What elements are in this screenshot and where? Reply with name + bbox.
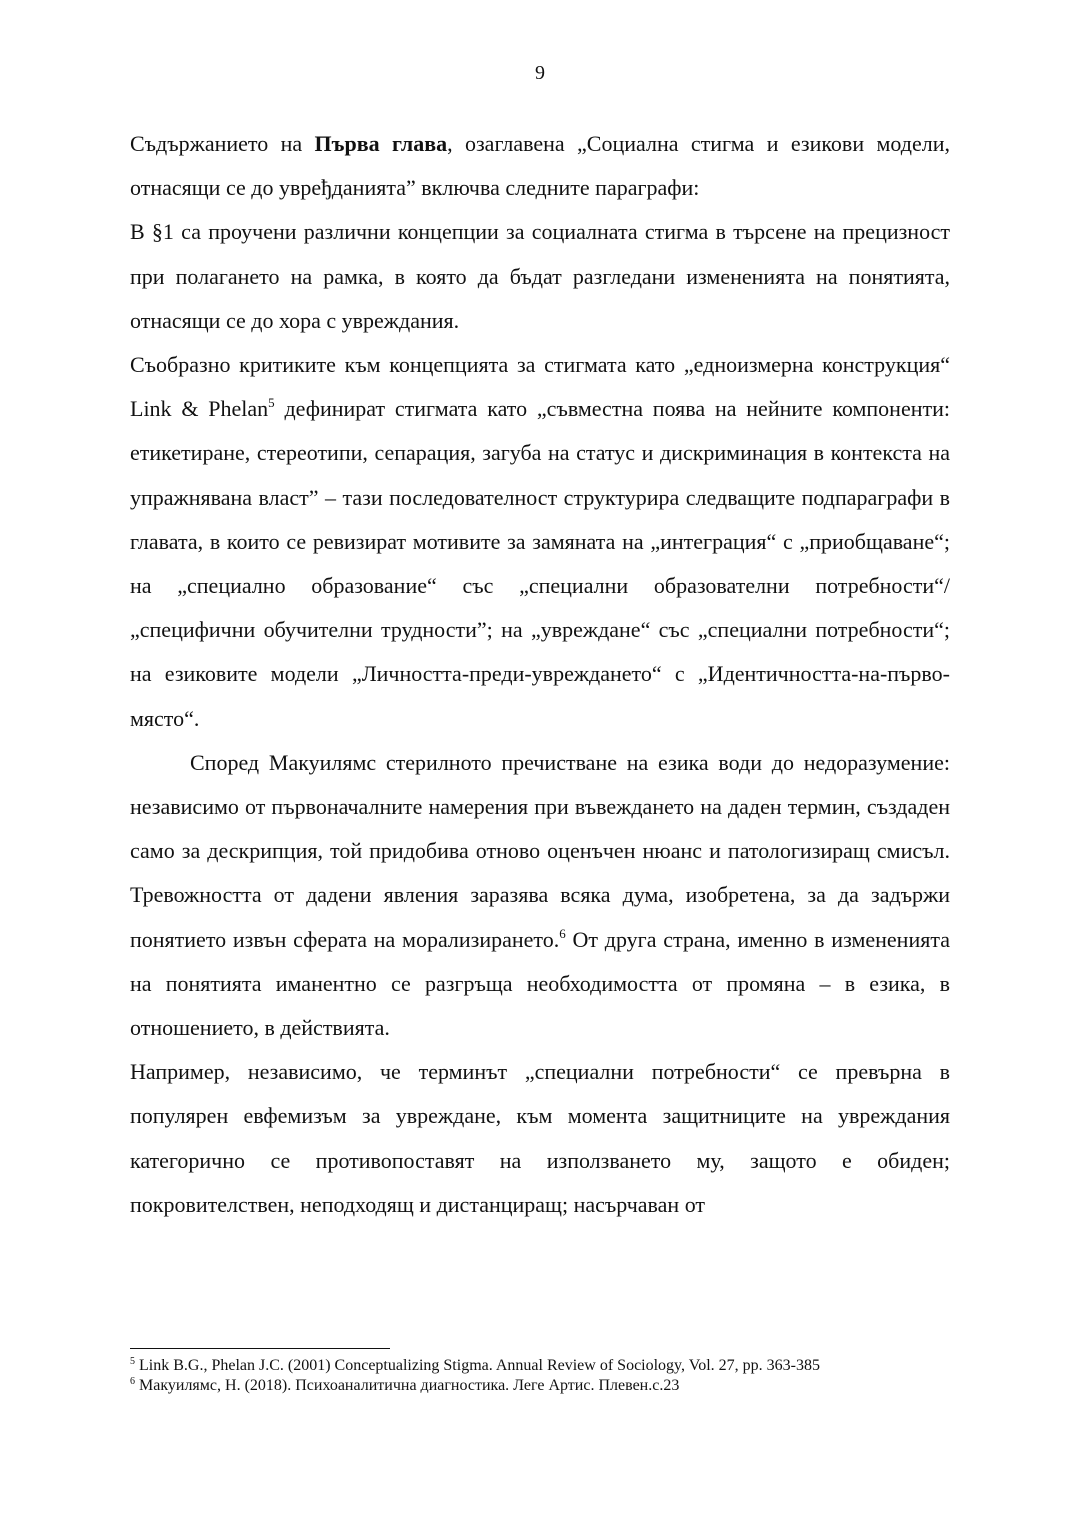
footnote-6 xyxy=(130,1376,950,1396)
paragraph-section-1: В §1 са проучени различни концепции за социалната стигма в търсене на прецизност при полагането на рамка, в която да бъдат разгледани измененията на понятията, отнасящи се до хора с увреждания. xyxy=(130,219,950,333)
footnote-5 xyxy=(130,1356,950,1376)
paragraph-text: От друга страна, именно в измененията на понятията иманентно се разгръща необходимостта от промяна – в езика, в отношението, в действията. xyxy=(130,926,950,1041)
page-number: 9 xyxy=(535,62,545,84)
footnote-ref-6[interactable]: 6 xyxy=(559,925,566,941)
footnotes xyxy=(130,1356,950,1396)
footnote-number: 5 xyxy=(130,1356,135,1367)
paragraph-critique xyxy=(130,343,950,741)
footnote-divider xyxy=(130,1348,390,1349)
footnote-text: Макуилямс, Н. (2018). Психоаналитична диагностика. Леге Артис. Плевен.с.23 xyxy=(135,1377,680,1394)
paragraph-text: , озаглавена „Социална стигма и езикови модели, отнасящи се до увређданията” включва следните параграфи: xyxy=(130,131,950,201)
body-text xyxy=(130,122,950,1227)
footnote-ref-5[interactable]: 5 xyxy=(268,395,275,411)
paragraph-text: дефинират стигмата като „съвместна поява на нейните компоненти: етикетиране, стереотипи, сепарация, загуба на статус и дискриминация в контекста на упражнявана власт” – тази последователност структурира следващите подпараграфи в главата, в които се ревизират мотивите за замяната на „интеграция“ с „приобщаване“; на „специално образование“ със „специални образователни потребности“/ „специфични обучителни трудности”; на „увреждане“ със „специални потребности“; на езиковите модели „Личността-преди-увреждането“ с „Идентичността-на-първо-място“. xyxy=(130,396,950,731)
paragraph-text: Съобразно критиките към концепцията за стигмата като „едноизмерна конструкция“ Link & Phelan xyxy=(130,352,950,422)
paragraph-text: Според Макуилямс стерилното пречистване на езика води до недоразумение: независимо от първоначалните намерения при въвеждането на даден термин, създаден само за дескрипция, той придобива отново оценъчен нюанс и патологизиращ смисъл. Тревожността от дадени явления заразява всяка дума, изобретена, за да задържи понятието извън сферата на морализирането. xyxy=(130,749,950,952)
footnote-text: Link B.G., Phelan J.C. (2001) Conceptualizing Stigma. Annual Review of Sociology, Vol. 27, pp. 363-385 xyxy=(135,1357,820,1374)
paragraph-mcwilliams xyxy=(130,741,950,1050)
paragraph-first-chapter xyxy=(130,122,950,210)
footnote-number: 6 xyxy=(130,1376,135,1387)
paragraph-text: Съдържанието на xyxy=(130,131,315,156)
chapter-title-bold: Първа глава xyxy=(314,131,448,156)
paragraph-special-needs: Например, независимо, че терминът „специални потребности“ се превърна в популярен евфемизъм за увреждане, към момента защитниците на увреждания категорично се противопоставят на използването му, защото е обиден; покровителствен, неподходящ и дистанциращ; насърчаван от xyxy=(130,1059,950,1217)
